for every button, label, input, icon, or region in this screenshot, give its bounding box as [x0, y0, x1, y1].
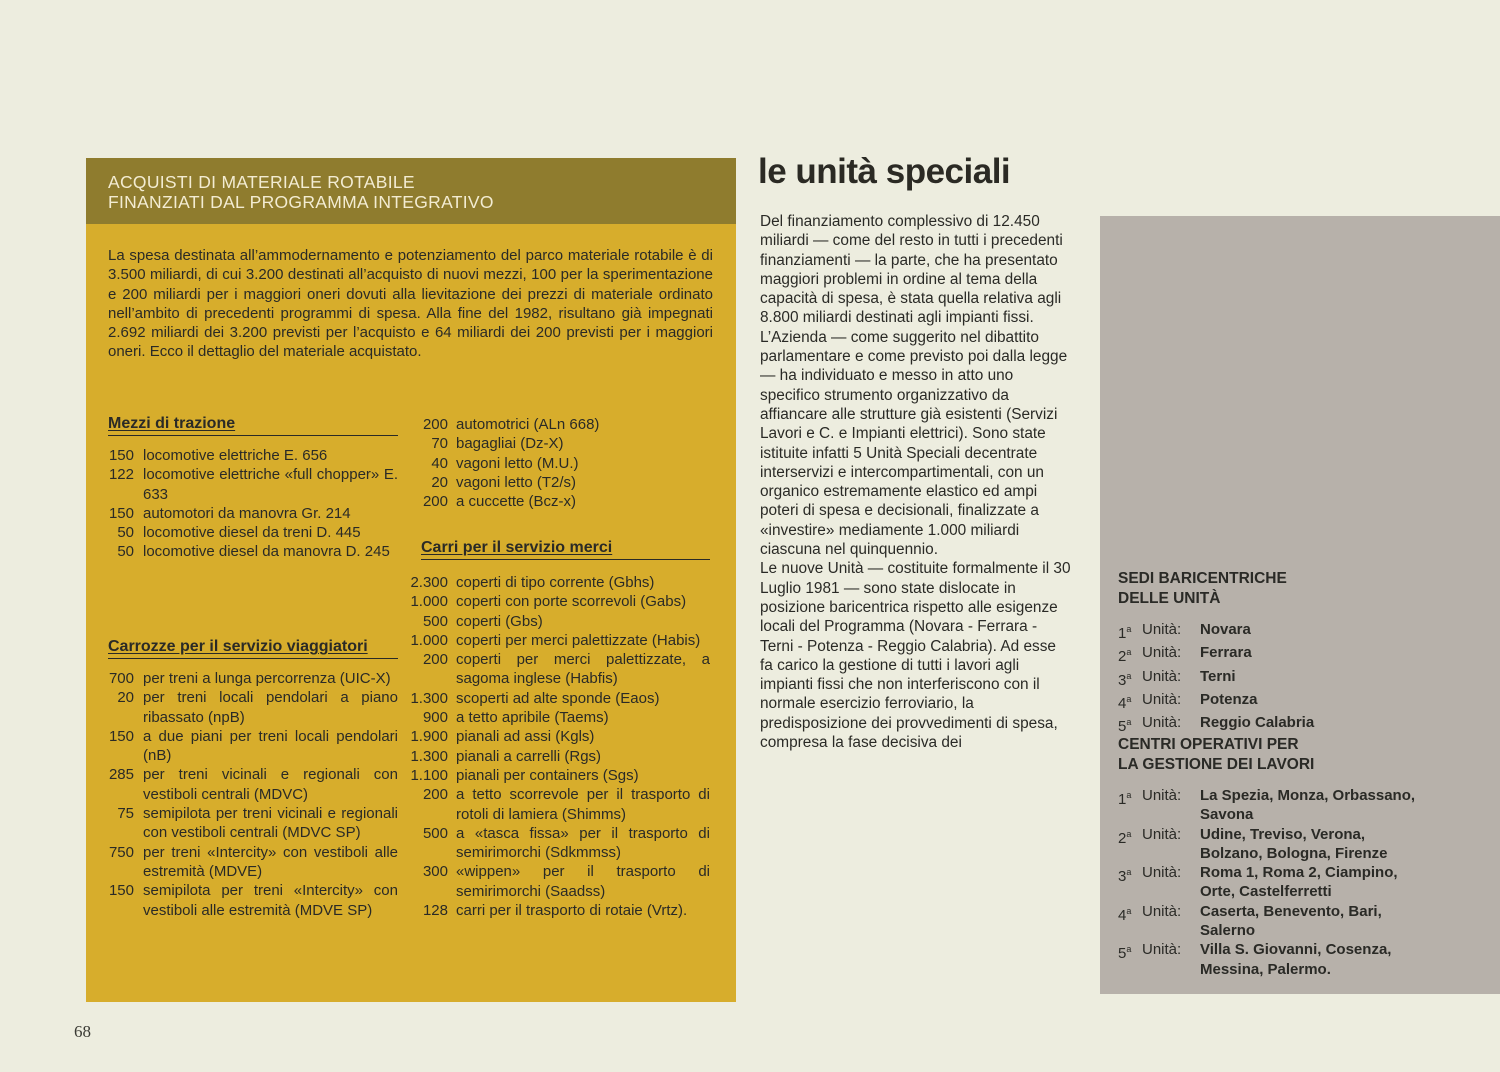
list-item	[108, 465, 398, 504]
unit-row	[1118, 690, 1418, 713]
traction-list	[108, 446, 398, 562]
unit-label: Unità:	[1142, 864, 1182, 882]
unit-label: Unità:	[1142, 902, 1182, 920]
box-header	[86, 158, 736, 224]
item-quantity: 128	[422, 902, 448, 920]
list-item	[108, 727, 398, 766]
item-quantity: 500	[422, 824, 448, 842]
list-item	[408, 473, 710, 492]
item-description: a due piani per treni locali pendolari (nB)	[143, 727, 398, 765]
item-description: a cuccette (Bcz-x)	[456, 493, 577, 511]
item-quantity: 50	[117, 543, 134, 561]
unit-row	[1118, 713, 1418, 736]
item-description: semipilota per treni vicinali e regionali con vestiboli centrali (MDVC SP)	[143, 805, 398, 842]
item-quantity: 150	[108, 504, 134, 522]
unit-row	[1118, 667, 1418, 690]
item-description: automotrici (ALn 668)	[456, 416, 600, 433]
list-item	[408, 492, 710, 511]
paragraph: Le nuove Unità — costituite formalmente il 30 Luglio 1981 — sono state dislocate in posizione baricentrica rispetto alle esigenze locali del Programma (Novara - Ferrara - Terni - Potenza - Reggio Calabria). Ad esse fa carico la gestione di tutti i lavori agli impianti fissi che non interferiscono con il normale esercizio ferroviario, la predisposizione dei provvedimenti di spesa, compresa la fase decisiva dei	[760, 560, 1071, 752]
item-quantity: 900	[422, 709, 448, 727]
list-item	[108, 688, 398, 727]
unit-label: Unità:	[1142, 825, 1182, 843]
unit-ordinal: 4$^a$	[1118, 693, 1132, 712]
unit-ordinal: 1$^a$	[1118, 624, 1132, 642]
item-description: per treni «Intercity» con vestiboli alle estremità (MDVE)	[143, 843, 398, 880]
item-quantity: 700	[108, 670, 134, 687]
item-quantity: 20	[431, 473, 448, 491]
list-item	[408, 727, 710, 746]
unit-location: Roma 1, Roma 2, Ciampino, Orte, Castelferretti	[1200, 864, 1398, 901]
item-quantity: 200	[422, 416, 448, 433]
list-item	[408, 785, 710, 824]
unit-ordinal: 5$^a$	[1118, 944, 1132, 963]
unit-location: Potenza	[1200, 690, 1258, 708]
item-quantity: 285	[108, 766, 134, 784]
list-item	[408, 747, 710, 766]
item-description: vagoni letto (M.U.)	[456, 454, 579, 472]
list-item	[108, 542, 398, 561]
unit-label: Unità:	[1142, 644, 1182, 662]
unit-row	[1118, 620, 1418, 643]
unit-label: Unità:	[1142, 714, 1182, 732]
unit-ordinal: 3$^a$	[1118, 670, 1132, 689]
item-description: coperti (Gbs)	[456, 612, 543, 630]
item-description: coperti per merci palettizzate, a sagoma inglese (Habfis)	[456, 651, 710, 688]
centri-list	[1118, 786, 1418, 979]
item-description: per treni vicinali e regionali con vestiboli centrali (MDVC)	[143, 766, 398, 803]
list-item	[408, 862, 710, 901]
item-quantity: 40	[431, 454, 448, 472]
list-item	[408, 592, 710, 611]
freight-list	[408, 573, 710, 920]
unit-ordinal: 4$^a$	[1118, 905, 1132, 924]
item-description: a tetto scorrevole per il trasporto di rotoli di lamiera (Shimms)	[456, 786, 710, 823]
box-title: ACQUISTI DI MATERIALE ROTABILE FINANZIATI DAL PROGRAMMA INTEGRATIVO	[108, 172, 494, 212]
item-quantity: 1.000	[410, 631, 448, 649]
item-quantity: 1.300	[410, 689, 448, 707]
passenger-section	[108, 637, 398, 920]
unit-location: Reggio Calabria	[1200, 714, 1315, 732]
unit-ordinal: 3$^a$	[1118, 867, 1132, 886]
unit-row	[1118, 940, 1418, 979]
intro-paragraph: La spesa destinata all’ammodernamento e potenziamento del parco materiale rotabile è di 3.500 miliardi, di cui 3.200 destinati all’acquisto di nuovi mezzi, 100 per la sperimentazione e 200 miliardi per i maggiori oneri dovuti alla lievitazione dei prezzi di materiale ordinato nell’ambito di precedenti programmi di spesa. Alla fine del 1982, risultano già impegnati 2.692 miliardi dei 3.200 previsti per l’acquisto e 64 miliardi dei 200 previsti per i maggiori oneri. Ecco il dettaglio del materiale acquistato.	[108, 247, 713, 361]
item-quantity: 150	[108, 882, 134, 900]
list-item	[408, 824, 710, 863]
item-description: pianali ad assi (Kgls)	[456, 728, 595, 746]
item-description: «wippen» per il trasporto di semirimorchi (Saadss)	[456, 863, 710, 900]
unit-label: Unità:	[1142, 621, 1182, 638]
unit-label: Unità:	[1142, 690, 1182, 708]
item-quantity: 70	[431, 435, 448, 453]
unit-label: Unità:	[1142, 941, 1182, 959]
item-quantity: 1.000	[410, 593, 448, 611]
item-quantity: 50	[117, 524, 134, 542]
list-item	[408, 901, 710, 920]
section-title: Carri per il servizio merci	[421, 538, 710, 560]
list-item	[408, 650, 710, 689]
item-description: vagoni letto (T2/s)	[456, 473, 577, 491]
list-item	[108, 881, 398, 920]
item-quantity: 1.300	[410, 747, 448, 765]
traction-section	[108, 414, 398, 562]
unit-row	[1118, 863, 1418, 902]
item-description: coperti di tipo corrente (Gbhs)	[456, 574, 655, 591]
item-description: semipilota per treni «Intercity» con vestiboli alle estremità (MDVE SP)	[143, 882, 398, 919]
item-description: bagagliai (Dz-X)	[456, 435, 564, 453]
item-description: pianali per containers (Sgs)	[456, 766, 639, 784]
list-item	[108, 843, 398, 882]
unit-label: Unità:	[1142, 667, 1182, 685]
unit-ordinal: 2$^a$	[1118, 828, 1132, 847]
other-section	[408, 415, 710, 511]
list-item	[108, 804, 398, 843]
list-item	[108, 446, 398, 465]
freight-section	[421, 538, 710, 570]
body-text	[760, 212, 1072, 752]
sidebar-panel	[1100, 216, 1500, 994]
item-description: coperti per merci palettizzate (Habis)	[456, 631, 701, 649]
freight-items	[408, 573, 710, 920]
item-description: automotori da manovra Gr. 214	[143, 504, 351, 522]
other-list	[408, 415, 710, 511]
list-item	[408, 415, 710, 434]
item-description: locomotive elettriche E. 656	[143, 447, 328, 464]
unit-location: Caserta, Benevento, Bari, Salerno	[1200, 902, 1382, 940]
list-item	[108, 523, 398, 542]
item-quantity: 20	[117, 689, 134, 707]
item-description: locomotive diesel da treni D. 445	[143, 524, 361, 542]
item-description: coperti con porte scorrevoli (Gabs)	[456, 593, 687, 611]
material-box	[86, 224, 736, 1002]
list-item	[108, 765, 398, 804]
list-item	[408, 766, 710, 785]
list-item	[408, 689, 710, 708]
sedi-title: SEDI BARICENTRICHE DELLE UNITÀ	[1118, 570, 1287, 607]
list-item	[408, 573, 710, 592]
paragraph: Del finanziamento complessivo di 12.450 miliardi — come del resto in tutti i precedenti finanziamenti — la parte, che ha presentato maggiori problemi in ordine al tema della capacità di spesa, è stata quella relativa agli 8.800 miliardi destinati agli impianti fissi. L’Azienda — come suggerito nel dibattito parlamentare e come previsto poi dalla legge — ha individuato e messo in atto uno specifico strumento organizzativo da affiancare alle strutture già esistenti (Servizi Lavori e C. e Impianti elettrici). Sono state istituite infatti 5 Unità Speciali decentrate interservizi e intercompartimentali, con un organico estremamente elastico ed ampi poteri di spesa e decisionali, finalizzate a «investire» mediamente 1.000 miliardi ciascuna nel quinquennio.	[760, 213, 1068, 559]
sedi-list	[1118, 620, 1418, 736]
unit-location: Novara	[1200, 621, 1251, 638]
passenger-list	[108, 669, 398, 920]
list-item	[108, 669, 398, 688]
item-quantity: 200	[422, 651, 448, 669]
unit-location: Udine, Treviso, Verona, Bolzano, Bologna, Firenze	[1200, 825, 1388, 862]
page-number: 68	[74, 1022, 91, 1041]
item-quantity: 150	[108, 447, 134, 464]
item-quantity: 500	[422, 612, 448, 630]
unit-ordinal: 2$^a$	[1118, 647, 1132, 666]
unit-row	[1118, 643, 1418, 666]
item-quantity: 750	[108, 843, 134, 861]
unit-row	[1118, 786, 1418, 825]
section-title: Carrozze per il servizio viaggiatori	[108, 637, 398, 659]
item-description: pianali a carrelli (Rgs)	[456, 747, 602, 765]
item-quantity: 1.100	[410, 766, 448, 784]
section-title: Mezzi di trazione	[108, 414, 398, 436]
centri-title: CENTRI OPERATIVI PER LA GESTIONE DEI LAVORI	[1118, 736, 1315, 773]
item-quantity: 200	[422, 786, 448, 804]
item-quantity: 122	[108, 466, 134, 484]
page-title: le unità speciali	[758, 152, 1011, 191]
item-description: per treni locali pendolari a piano ribassato (npB)	[143, 689, 398, 726]
unit-row	[1118, 902, 1418, 941]
unit-label: Unità:	[1142, 787, 1182, 804]
unit-row	[1118, 825, 1418, 864]
list-item	[408, 631, 710, 650]
item-quantity: 75	[117, 805, 134, 823]
item-description: per treni a lunga percorrenza (UIC-X)	[143, 670, 391, 687]
list-item	[408, 708, 710, 727]
list-item	[108, 504, 398, 523]
item-quantity: 200	[422, 493, 448, 511]
item-description: locomotive diesel da manovra D. 245	[143, 543, 390, 561]
item-quantity: 1.900	[410, 728, 448, 746]
item-description: a «tasca fissa» per il trasporto di semirimorchi (Sdkmmss)	[456, 824, 710, 862]
unit-location: La Spezia, Monza, Orbassano, Savona	[1200, 787, 1416, 824]
unit-location: Villa S. Giovanni, Cosenza, Messina, Palermo.	[1200, 941, 1392, 978]
list-item	[408, 612, 710, 631]
list-item	[408, 454, 710, 473]
item-quantity: 150	[108, 727, 134, 745]
item-description: locomotive elettriche «full chopper» E. 633	[143, 466, 398, 503]
unit-ordinal: 1$^a$	[1118, 790, 1132, 808]
item-quantity: 300	[422, 863, 448, 881]
item-quantity: 2.300	[410, 574, 448, 591]
unit-location: Ferrara	[1200, 644, 1252, 662]
item-description: a tetto apribile (Taems)	[456, 709, 609, 727]
item-description: carri per il trasporto di rotaie (Vrtz).	[456, 902, 688, 920]
list-item	[408, 434, 710, 453]
unit-ordinal: 5$^a$	[1118, 717, 1132, 736]
item-description: scoperti ad alte sponde (Eaos)	[456, 689, 660, 707]
unit-location: Terni	[1200, 667, 1236, 685]
